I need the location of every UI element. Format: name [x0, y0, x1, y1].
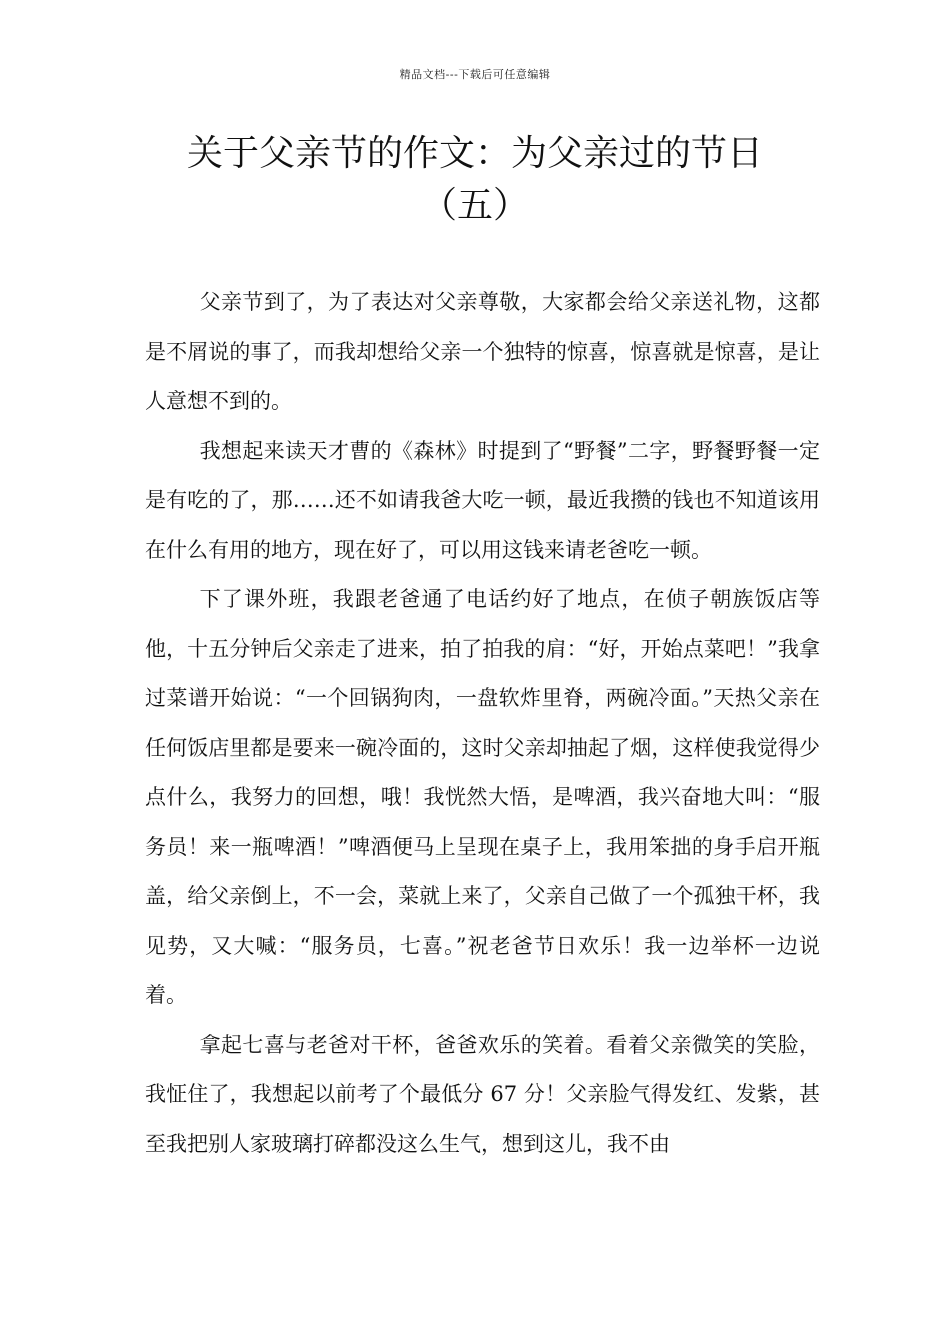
paragraph: 父亲节到了，为了表达对父亲尊敬，大家都会给父亲送礼物，这都是不屑说的事了，而我却想给父亲一个独特的惊喜，惊喜就是惊喜，是让人意想不到的。	[145, 290, 820, 413]
title-line-2: （五）	[420, 185, 529, 226]
title-line-1: 关于父亲节的作文：为父亲过的节日	[186, 133, 763, 174]
document-title	[120, 128, 830, 232]
document-body	[145, 278, 820, 1169]
paragraph: 下了课外班，我跟老爸通了电话约好了地点，在侦子朝族饭店等他，十五分钟后父亲走了进来，拍了拍我的肩：“好，开始点菜吧！”我拿过菜谱开始说：“一个回锅狗肉，一盘软炸里脊，两碗冷面。”天热父亲在任何饭店里都是要来一碗冷面的，这时父亲却抽起了烟，这样使我觉得少点什么，我努力的回想，哦！我恍然大悟，是啤酒，我兴奋地大叫：“服务员！来一瓶啤酒！”啤酒便马上呈现在桌子上，我用笨拙的身手启开瓶盖，给父亲倒上，不一会，菜就上来了，父亲自己做了一个孤独干杯，我见势，又大喊：“服务员，七喜。”祝老爸节日欢乐！我一边举杯一边说着。	[145, 587, 820, 1007]
header-note: 精品文档---下载后可任意编辑	[399, 68, 551, 81]
paragraph: 拿起七喜与老爸对干杯，爸爸欢乐的笑着。看着父亲微笑的笑脸，我怔住了，我想起以前考了个最低分 67 分！父亲脸气得发红、发紫，甚至我把别人家玻璃打碎都没这么生气，想到这儿，我不由	[145, 1032, 820, 1156]
paragraph: 我想起来读天才曹的《森林》时提到了“野餐”二字，野餐野餐一定是有吃的了，那……还不如请我爸大吃一顿，最近我攒的钱也不知道该用在什么有用的地方，现在好了，可以用这钱来请老爸吃一顿。	[145, 438, 820, 562]
